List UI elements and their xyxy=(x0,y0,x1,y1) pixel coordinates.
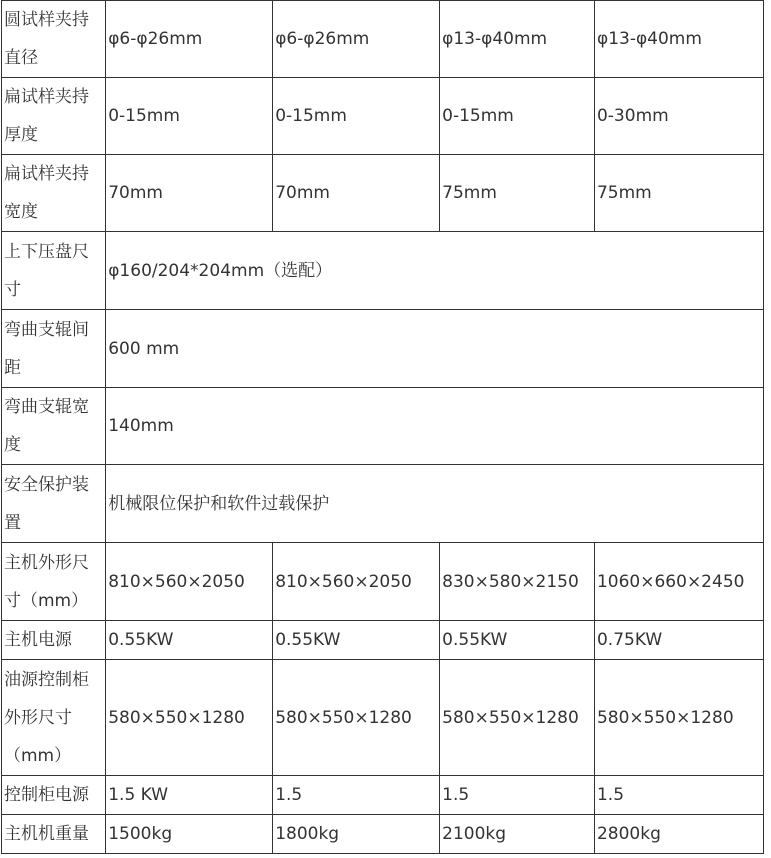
table-cell: 580×550×1280 xyxy=(273,660,440,776)
row-label: 扁试样夹持宽度 xyxy=(2,155,106,232)
table-cell: 2100kg xyxy=(440,815,595,854)
table-cell: 70mm xyxy=(273,155,440,232)
table-cell: 580×550×1280 xyxy=(440,660,595,776)
row-label: 主机电源 xyxy=(2,621,106,660)
row-label: 弯曲支辊宽度 xyxy=(2,388,106,465)
table-cell: 140mm xyxy=(106,388,764,465)
table-row xyxy=(2,310,764,388)
row-label: 圆试样夹持直径 xyxy=(2,1,106,78)
row-label: 弯曲支辊间距 xyxy=(2,310,106,388)
table-cell: 1800kg xyxy=(273,815,440,854)
table-cell: 1.5 xyxy=(273,776,440,815)
table-row xyxy=(2,78,764,155)
table-row xyxy=(2,815,764,854)
table-cell: 1.5 xyxy=(594,776,763,815)
table-cell: 70mm xyxy=(106,155,273,232)
row-label: 安全保护装置 xyxy=(2,465,106,543)
table-cell: 75mm xyxy=(594,155,763,232)
table-cell: 580×550×1280 xyxy=(594,660,763,776)
table-row xyxy=(2,388,764,465)
table-cell: 810×560×2050 xyxy=(106,543,273,621)
table-cell: 0.55KW xyxy=(440,621,595,660)
table-cell: 830×580×2150 xyxy=(440,543,595,621)
row-label: 上下压盘尺寸 xyxy=(2,232,106,310)
table-cell: 600 mm xyxy=(106,310,764,388)
table-cell: 0-30mm xyxy=(594,78,763,155)
table-row xyxy=(2,465,764,543)
row-label: 油源控制柜外形尺寸（mm） xyxy=(2,660,106,776)
table-cell: 580×550×1280 xyxy=(106,660,273,776)
row-label: 主机外形尺寸（mm） xyxy=(2,543,106,621)
table-cell: 75mm xyxy=(440,155,595,232)
table-cell: φ13-φ40mm xyxy=(594,1,763,78)
table-row xyxy=(2,155,764,232)
table-cell: 1500kg xyxy=(106,815,273,854)
table-cell: φ13-φ40mm xyxy=(440,1,595,78)
table-row xyxy=(2,543,764,621)
table-cell: 0-15mm xyxy=(440,78,595,155)
row-label: 控制柜电源 xyxy=(2,776,106,815)
table-row xyxy=(2,660,764,776)
table-cell: 0.55KW xyxy=(273,621,440,660)
table-cell: 机械限位保护和软件过载保护 xyxy=(106,465,764,543)
table-cell: 0-15mm xyxy=(106,78,273,155)
table-row xyxy=(2,776,764,815)
table-cell: 0.55KW xyxy=(106,621,273,660)
table-row xyxy=(2,621,764,660)
table-cell: φ6-φ26mm xyxy=(106,1,273,78)
table-row xyxy=(2,232,764,310)
table-cell: 1060×660×2450 xyxy=(594,543,763,621)
table-cell: 810×560×2050 xyxy=(273,543,440,621)
table-cell: 0-15mm xyxy=(273,78,440,155)
table-cell: 2800kg xyxy=(594,815,763,854)
table-cell: 1.5 KW xyxy=(106,776,273,815)
spec-table xyxy=(1,0,764,854)
spec-table-body xyxy=(2,1,764,854)
table-row xyxy=(2,1,764,78)
table-cell: 0.75KW xyxy=(594,621,763,660)
table-cell: φ160/204*204mm（选配） xyxy=(106,232,764,310)
row-label: 扁试样夹持厚度 xyxy=(2,78,106,155)
row-label: 主机机重量 xyxy=(2,815,106,854)
table-cell: φ6-φ26mm xyxy=(273,1,440,78)
table-cell: 1.5 xyxy=(440,776,595,815)
